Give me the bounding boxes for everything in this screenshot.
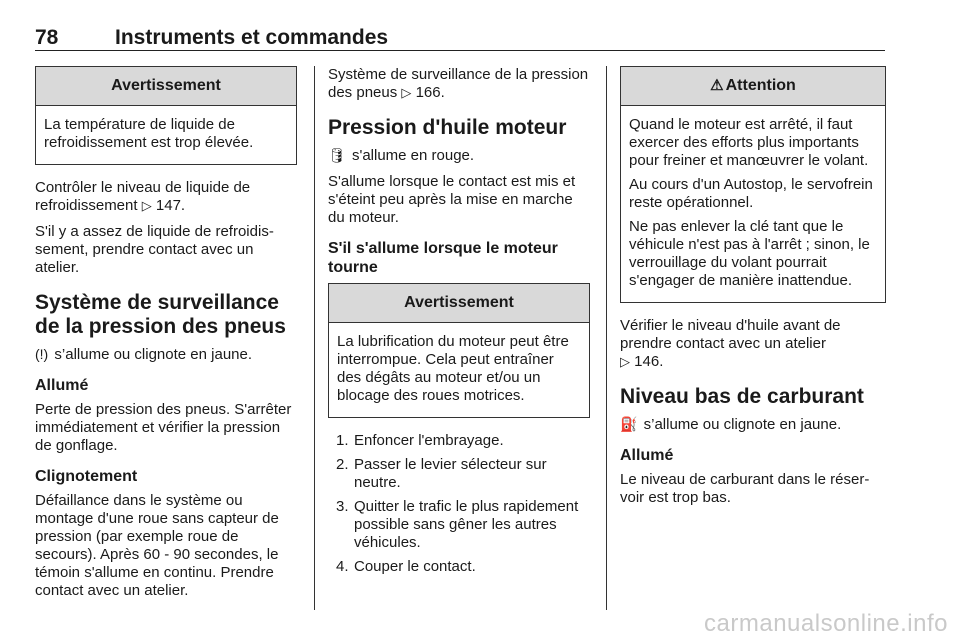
column-divider xyxy=(606,66,607,610)
paragraph: (!) s’allume ou clignote en jaune. xyxy=(35,346,253,363)
list-item: 3. Quitter le trafic le plus rapidement possible sans gêner les autres véhicules. xyxy=(336,498,579,551)
watermark: carmanualsonline.info xyxy=(704,610,948,637)
steps-list xyxy=(328,432,590,576)
fuel-pump-icon: ⛽ xyxy=(620,416,638,432)
paragraph: S'il y a assez de liquide de refroidissement, prendre contact avec un atelier. xyxy=(35,223,274,276)
subsection-heading: Allumé xyxy=(35,377,89,394)
paragraph: Perte de pression des pneus. S'arrêter immédiatement et vérifier la pression de gonflage. xyxy=(35,401,292,454)
column-3 xyxy=(620,66,886,515)
paragraph: Le niveau de carburant dans le réservoir est trop bas. xyxy=(620,471,870,506)
attention-box xyxy=(620,66,886,303)
warning-box-title: Avertissement xyxy=(36,67,296,106)
warning-box xyxy=(35,66,297,165)
paragraph: Défaillance dans le système ou montage d'une roue sans capteur de pression (par exemple roue de secours). Après 60 - 90 secondes, le témoin s'allume en continu. Prendre contact avec un atelier. xyxy=(35,492,279,599)
list-item: 4. Couper le contact. xyxy=(336,558,476,575)
column-1 xyxy=(35,66,297,608)
page-ref-link[interactable]: 146. xyxy=(634,353,664,370)
page-ref-arrow-icon: ▷ xyxy=(401,85,412,100)
attention-box-text: Ne pas enlever la clé tant que le véhicule n'est pas à l'arrêt ; sinon, le verrouillage du volant pourrait s'engager de manière inattendue. xyxy=(629,218,870,289)
page-ref-arrow-icon: ▷ xyxy=(141,198,152,213)
page-ref-link[interactable]: 166. xyxy=(415,84,445,101)
warning-triangle-icon: ⚠ xyxy=(710,77,724,94)
paragraph: Système de surveillance de la pression des pneus ▷ 166. xyxy=(328,66,589,101)
column-divider xyxy=(314,66,315,610)
page-number: 78 xyxy=(35,26,59,49)
section-heading: Système de surveillance de la pression des pneus xyxy=(35,291,286,338)
list-item: 1. Enfoncer l'embrayage. xyxy=(336,432,504,449)
subsection-heading: S'il s'allume lorsque le moteur tourne xyxy=(328,240,558,276)
paragraph: ⛽ s’allume ou clignote en jaune. xyxy=(620,416,842,433)
list-item: 2. Passer le levier sélecteur sur neutre. xyxy=(336,456,547,491)
attention-box-title: ⚠ Attention xyxy=(621,67,885,106)
section-heading: Pression d'huile moteur xyxy=(328,116,567,139)
tire-pressure-warning-icon: (!) xyxy=(35,346,49,362)
paragraph: 🛢 s'allume en rouge. xyxy=(328,147,475,164)
attention-box-text: Au cours d'un Autostop, le servofrein reste opérationnel. xyxy=(629,176,873,211)
column-2 xyxy=(328,66,590,582)
subsection-heading: Allumé xyxy=(620,447,674,464)
warning-box xyxy=(328,283,590,418)
paragraph: S'allume lorsque le contact est mis et s'éteint peu après la mise en marche du moteur. xyxy=(328,173,576,226)
warning-box-title: Avertissement xyxy=(329,284,589,323)
warning-box-text: La lubrification du moteur peut être interrompue. Cela peut entraîner des dégâts au moteur et/ou un blocage des roues motrices. xyxy=(337,333,569,404)
paragraph: Contrôler le niveau de liquide de refroidissement ▷ 147. xyxy=(35,179,251,214)
page-header xyxy=(35,24,885,51)
page-ref-link[interactable]: 147. xyxy=(155,197,186,214)
oil-can-icon: 🛢 xyxy=(328,147,346,163)
warning-box-text: La température de liquide de refroidissement est trop élevée. xyxy=(44,116,254,151)
paragraph: Vérifier le niveau d'huile avant de prendre contact avec un atelier ▷ 146. xyxy=(620,317,841,370)
attention-box-text: Quand le moteur est arrêté, il faut exercer des efforts plus importants pour freiner et manœuvrer le volant. xyxy=(629,116,869,169)
page-ref-arrow-icon: ▷ xyxy=(620,354,630,369)
page-title: Instruments et commandes xyxy=(115,26,389,49)
section-heading: Niveau bas de carburant xyxy=(620,385,864,408)
subsection-heading: Clignotement xyxy=(35,468,138,485)
